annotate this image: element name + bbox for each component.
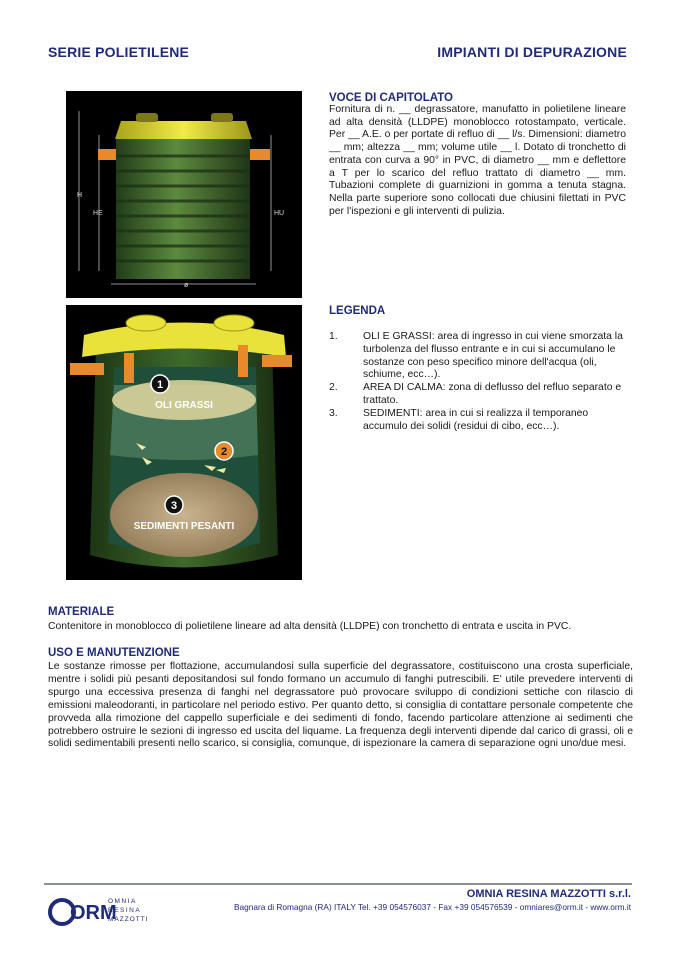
list-item-text: AREA DI CALMA: zona di deflusso del refluo separato e trattato. <box>363 382 622 406</box>
footer-divider <box>44 883 632 885</box>
marker-1 <box>151 375 169 393</box>
company-contact: Bagnara di Romagna (RA) ITALY Tel. +39 054576037 - Fax +39 054576539 - omniares@orm.it - www.orm.it <box>233 902 631 912</box>
list-item <box>329 382 629 408</box>
dim-diameter-label: ø <box>184 282 189 289</box>
voce-body: Fornitura di n. __ degrassatore, manufatto in polietilene lineare ad alta densità (LLDPE) monoblocco rotostampato, verticale. Per __ A.E. o per portate di refluo di __ l/s. Dimensioni: diametro __ mm; altezza __ mm; volume utile __ l. Dotato di tronchetto di entrata con curva a 90° in PVC, di diametro __ mm e deflettore a T per lo scarico del refluo trattato di diametro __ mm. Tubazioni complete di guarnizioni in gomma a tenuta stagna. Nella parte superiore sono collocati due chiusini filettati in PVC per l'ispezioni e gli interventi di pulizia. <box>329 104 626 217</box>
company-name: OMNIA RESINA MAZZOTTI s.r.l. <box>466 888 631 900</box>
marker-3 <box>165 496 183 514</box>
uso-heading: USO E MANUTENZIONE <box>48 647 180 659</box>
list-item <box>329 331 629 382</box>
series-title: SERIE POLIETILENE <box>48 44 190 60</box>
logo-word-2: RESINA <box>108 907 142 914</box>
list-item-number: 1. <box>329 331 338 342</box>
company-logo <box>48 892 178 928</box>
materiale-body: Contenitore in monoblocco di polietilene lineare ad alta densità (LLDPE) con tronchetto di entrata e uscita in PVC. <box>48 621 572 632</box>
logo-letters: ORM <box>70 902 117 924</box>
list-item-text: OLI E GRASSI: area di ingresso in cui viene smorzata la turbolenza del flusso entrante e in cui si accumulano le sostanze con peso specifico minore dell'acqua (oli, schiume, ecc…). <box>363 331 623 381</box>
tank-external-image <box>66 91 302 298</box>
legenda-list <box>329 331 629 433</box>
marker-2 <box>215 442 233 460</box>
materiale-heading: MATERIALE <box>48 606 115 618</box>
legenda-heading: LEGENDA <box>329 305 386 317</box>
uso-body: Le sostanze rimosse per flottazione, accumulandosi sulla superficie del degrassatore, costituiscono una crosta superficiale, mentre i solidi più pesanti depositandosi sul fondo formano un accumulo di fanghi putrescibili. E' utile prevedere interventi di spurgo una eccessiva presenza di fanghi nel degrassatore può provocare sviluppo di condizioni settiche con rilascio di emissioni maleodoranti, in particolare nel periodo estivo. Per quanto detto, si consiglia di contattare personale competente che provveda alla rimozione del cappello superficiale e dei sedimenti di fondo, facendo particolare attenzione ai sedimenti che potrebbero ostruire le sezioni di ingresso ed uscita del liquame. La frequenza degli interventi dipende dal carico di grassi, oli e solidi sedimentabili presenti nello scarico, si consiglia, comunque, di ispezionare la camera di separazione ogni uno/due mesi. <box>48 661 633 750</box>
marker-2-label: 2 <box>220 446 228 458</box>
tank-external-drawing <box>66 91 302 298</box>
sedimenti-label: SEDIMENTI PESANTI <box>133 521 235 532</box>
tank-cutaway-drawing <box>66 305 302 580</box>
logo-word-3: MAZZOTTI <box>108 916 149 923</box>
oli-grassi-label: OLI GRASSI <box>155 400 213 411</box>
logo-word-1: OMNIA <box>108 898 137 905</box>
dim-he-label: HE <box>93 210 103 217</box>
dim-hu-label: HU <box>274 210 285 217</box>
marker-1-label: 1 <box>156 379 164 391</box>
voce-heading: VOCE DI CAPITOLATO <box>329 92 453 104</box>
list-item <box>329 408 629 434</box>
section-title: IMPIANTI DI DEPURAZIONE <box>437 44 627 60</box>
orm-logo-icon <box>48 892 178 928</box>
dim-h-label: H <box>77 192 83 199</box>
tank-cutaway-image <box>66 305 302 580</box>
list-item-number: 3. <box>329 407 338 419</box>
marker-3-label: 3 <box>170 500 178 512</box>
list-item-number: 2. <box>329 382 338 394</box>
list-item-text: SEDIMENTI: area in cui si realizza il temporaneo accumulo dei solidi (residui di cibo, ecc…). <box>363 407 589 432</box>
